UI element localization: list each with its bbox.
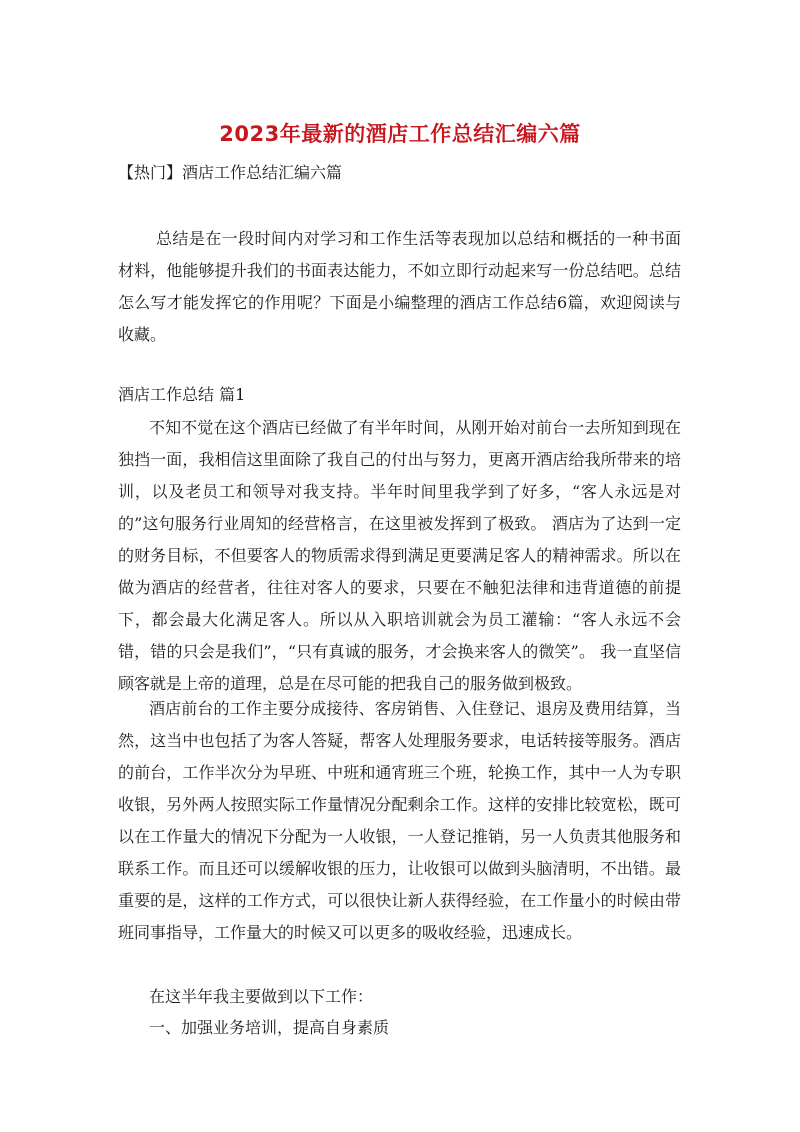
document-title: 2023年最新的酒店工作总结汇编六篇	[219, 122, 581, 146]
section-heading: 酒店工作总结 篇1	[118, 385, 246, 404]
body-paragraph-2: 酒店前台的工作主要分成接待、客房销售、入住登记、退房及费用结算，当然，这当中也包括了为客人答疑，帮客人处理服务要求，电话转接等服务。酒店的前台，工作半次分为早班、中班和通宵班三个班，轮换工作，其中一人为专职收银，另外两人按照实际工作量情况分配剩余工作。这样的安排比较宽松，既可以在工作量大的情况下分配为一人收银，一人登记推销，另一人负责其他服务和联系工作。而且还可以缓解收银的压力，让收银可以做到头脑清明，不出错。最重要的是，这样的工作方式，可以很快让新人获得经验，在工作量小的时候由带班同事指导，工作量大的时候又可以更多的吸收经验，迅速成长。	[118, 699, 681, 942]
work-intro-line: 在这半年我主要做到以下工作：	[149, 987, 374, 1006]
intro-paragraph: 总结是在一段时间内对学习和工作生活等表现加以总结和概括的一种书面材料，他能够提升我们的书面表达能力，不如立即行动起来写一份总结吧。总结怎么写才能发挥它的作用呢？下面是小编整理的酒店工作总结6篇，欢迎阅读与收藏。	[118, 229, 681, 344]
body-paragraph-1: 不知不觉在这个酒店已经做了有半年时间，从刚开始对前台一去所知到现在独挡一面，我相信这里面除了我自己的付出与努力，更离开酒店给我所带来的培训，以及老员工和领导对我支持。半年时间里我学到了好多，“客人永远是对的”这句服务行业周知的经营格言，在这里被发挥到了极致。 酒店为了达到一定的财务目标，不但要客人的物质需求得到满足更要满足客人的精神需求。所以在做为酒店的经营者，往往对客人的要求，只要在不触犯法律和违背道德的前提下，都会最大化满足客人。所以从入职培训就会为员工灌输：“客人永远不会错，错的只会是我们”，“只有真诚的服务，才会换来客人的微笑”。 我一直坚信顾客就是上帝的道理，总是在尽可能的把我自己的服务做到极致。	[118, 418, 681, 693]
work-item-1: 一、加强业务培训，提高自身素质	[149, 1018, 390, 1037]
document-subtitle: 【热门】酒店工作总结汇编六篇	[118, 163, 343, 182]
